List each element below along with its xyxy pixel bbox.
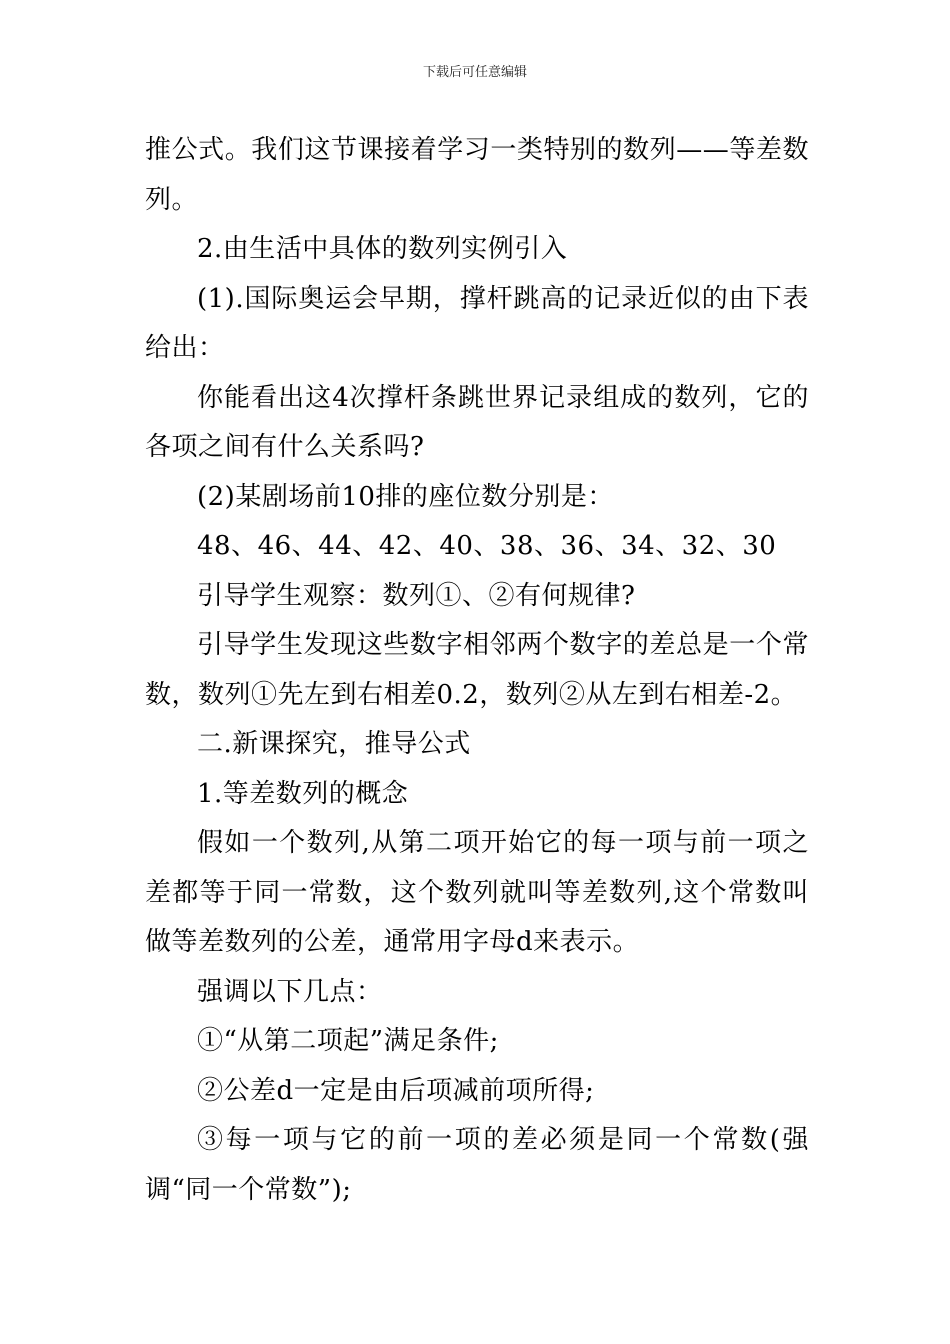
paragraph-theater-seats: (2)某剧场前10排的座位数分别是： — [197, 481, 614, 512]
paragraph-pole-vault-question: 你能看出这4次撑杆条跳世界记录组成的数列，它的各项之间有什么关系吗? — [145, 382, 809, 462]
paragraph-intro-continuation: 推公式。我们这节课接着学习一类特别的数列——等差数列。 — [145, 135, 809, 215]
subsection-heading-concept: 1.等差数列的概念 — [197, 778, 409, 809]
paragraph-point-1: ①“从第二项起”满足条件; — [197, 1026, 499, 1056]
paragraph-emphasis-intro: 强调以下几点： — [197, 976, 383, 1007]
paragraph-seat-sequence: 48、46、44、42、40、38、36、34、32、30 — [197, 531, 777, 561]
paragraph-point-3: ③每一项与它的前一项的差必须是同一个常数(强调“同一个常数”); — [145, 1125, 809, 1205]
paragraph-definition: 假如一个数列,从第二项开始它的每一项与前一项之差都等于同一常数，这个数列就叫等差数列,这个常数叫做等差数列的公差，通常用字母d来表示。 — [145, 828, 809, 957]
paragraph-point-2: ②公差d一定是由后项减前项所得; — [197, 1075, 595, 1106]
paragraph-olympic-pole-vault: (1).国际奥运会早期，撑杆跳高的记录近似的由下表给出： — [145, 283, 809, 363]
section-heading-new-lesson: 二.新课探究，推导公式 — [197, 729, 471, 759]
paragraph-life-examples-heading: 2.由生活中具体的数列实例引入 — [197, 234, 568, 264]
paragraph-discover-difference: 引导学生发现这些数字相邻两个数字的差总是一个常数，数列①先左到右相差0.2，数列②从左到右相差-2。 — [145, 630, 809, 710]
page-header: 下载后可任意编辑 — [422, 65, 527, 80]
paragraph-observe-pattern: 引导学生观察：数列①、②有何规律? — [197, 580, 636, 611]
document-body — [145, 126, 809, 1215]
